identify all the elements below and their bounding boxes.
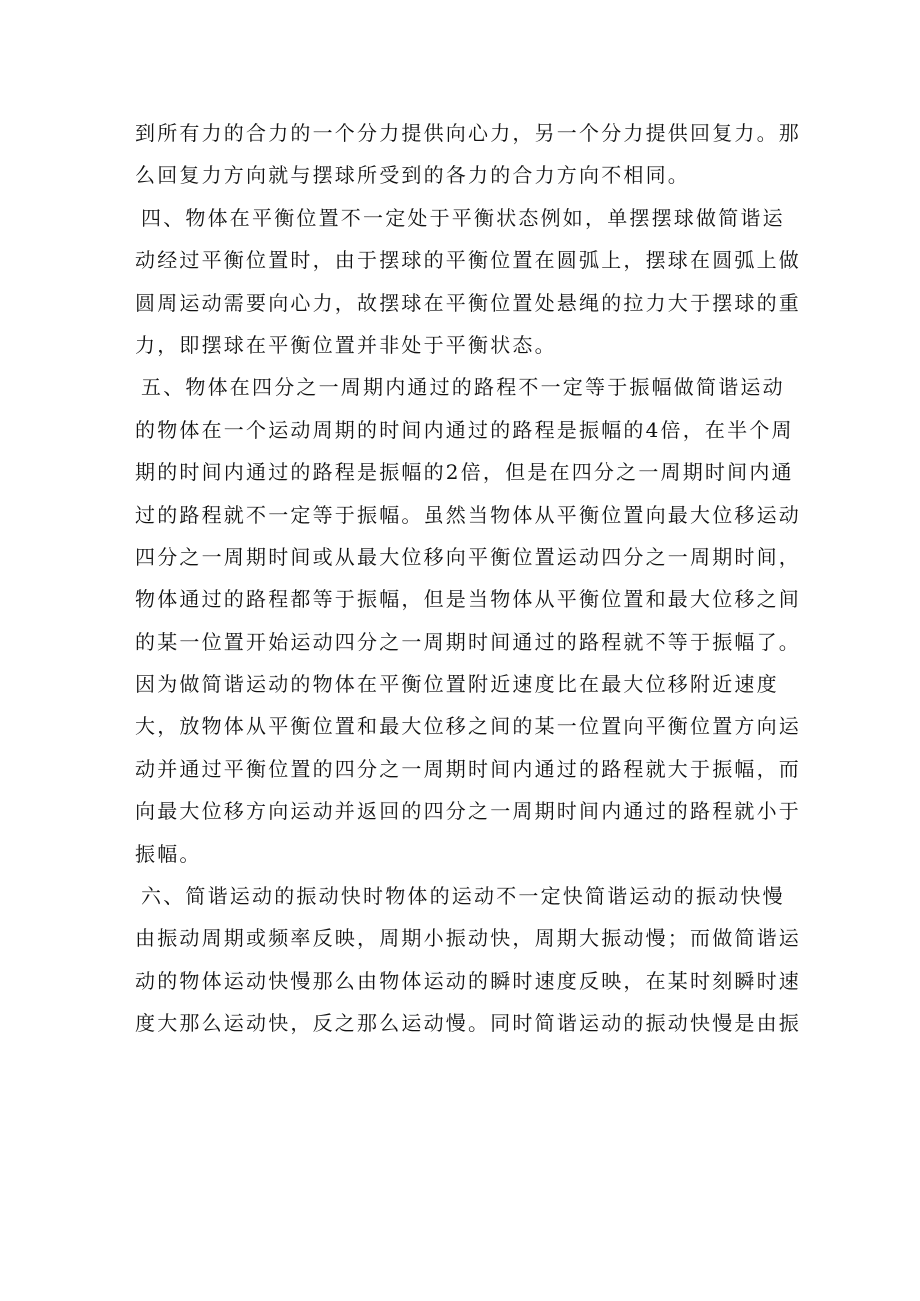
text-line: 力，即摆球在平衡位置并非处于平衡状态。 — [135, 332, 557, 357]
text-line: 动的物体运动快慢那么由物体运动的瞬时速度反映，在某时刻瞬时速 — [135, 968, 801, 993]
text-line: 动并通过平衡位置的四分之一周期时间内通过的路程就大于振幅，而 — [135, 756, 801, 781]
body-text — [135, 112, 801, 1045]
text-line: 由振动周期或频率反映，周期小振动快，周期大振动慢；而做简谐运 — [135, 926, 801, 951]
text-line: 期的时间内通过的路程是振幅的2倍，但是在四分之一周期时间内通 — [135, 460, 794, 485]
section-heading-line: 五、物体在四分之一周期内通过的路程不一定等于振幅做简谐运动 — [141, 375, 785, 400]
section-heading-line: 四、物体在平衡位置不一定处于平衡状态例如，单摆摆球做简谐运 — [141, 205, 785, 230]
text-line: 的物体在一个运动周期的时间内通过的路程是振幅的4倍，在半个周 — [135, 417, 794, 442]
text-line: 度大那么运动快，反之那么运动慢。同时简谐运动的振动快慢是由振 — [135, 1011, 801, 1036]
text-line: 圆周运动需要向心力，故摆球在平衡位置处悬绳的拉力大于摆球的重 — [135, 290, 801, 315]
text-line: 大，放物体从平衡位置和最大位移之间的某一位置向平衡位置方向运 — [135, 714, 801, 739]
text-line: 四分之一周期时间或从最大位移向平衡位置运动四分之一周期时间， — [135, 544, 801, 569]
text-line: 向最大位移方向运动并返回的四分之一周期时间内通过的路程就小于 — [135, 799, 801, 824]
text-line: 动经过平衡位置时，由于摆球的平衡位置在圆弧上，摆球在圆弧上做 — [135, 248, 801, 273]
text-line: 因为做简谐运动的物体在平衡位置附近速度比在最大位移附近速度 — [135, 672, 779, 697]
text-line: 到所有力的合力的一个分力提供向心力，另一个分力提供回复力。那 — [135, 121, 801, 145]
text-line: 振幅。 — [135, 841, 202, 866]
section-heading-line: 六、简谐运动的振动快时物体的运动不一定快简谐运动的振动快慢 — [141, 884, 785, 909]
text-line: 过的路程就不一定等于振幅。虽然当物体从平衡位置向最大位移运动 — [135, 502, 801, 527]
text-line: 么回复力方向就与摆球所受到的各力的合力方向不相同。 — [135, 163, 690, 188]
text-line: 的某一位置开始运动四分之一周期时间通过的路程就不等于振幅了。 — [135, 629, 801, 654]
text-line: 物体通过的路程都等于振幅，但是当物体从平衡位置和最大位移之间 — [135, 587, 801, 612]
